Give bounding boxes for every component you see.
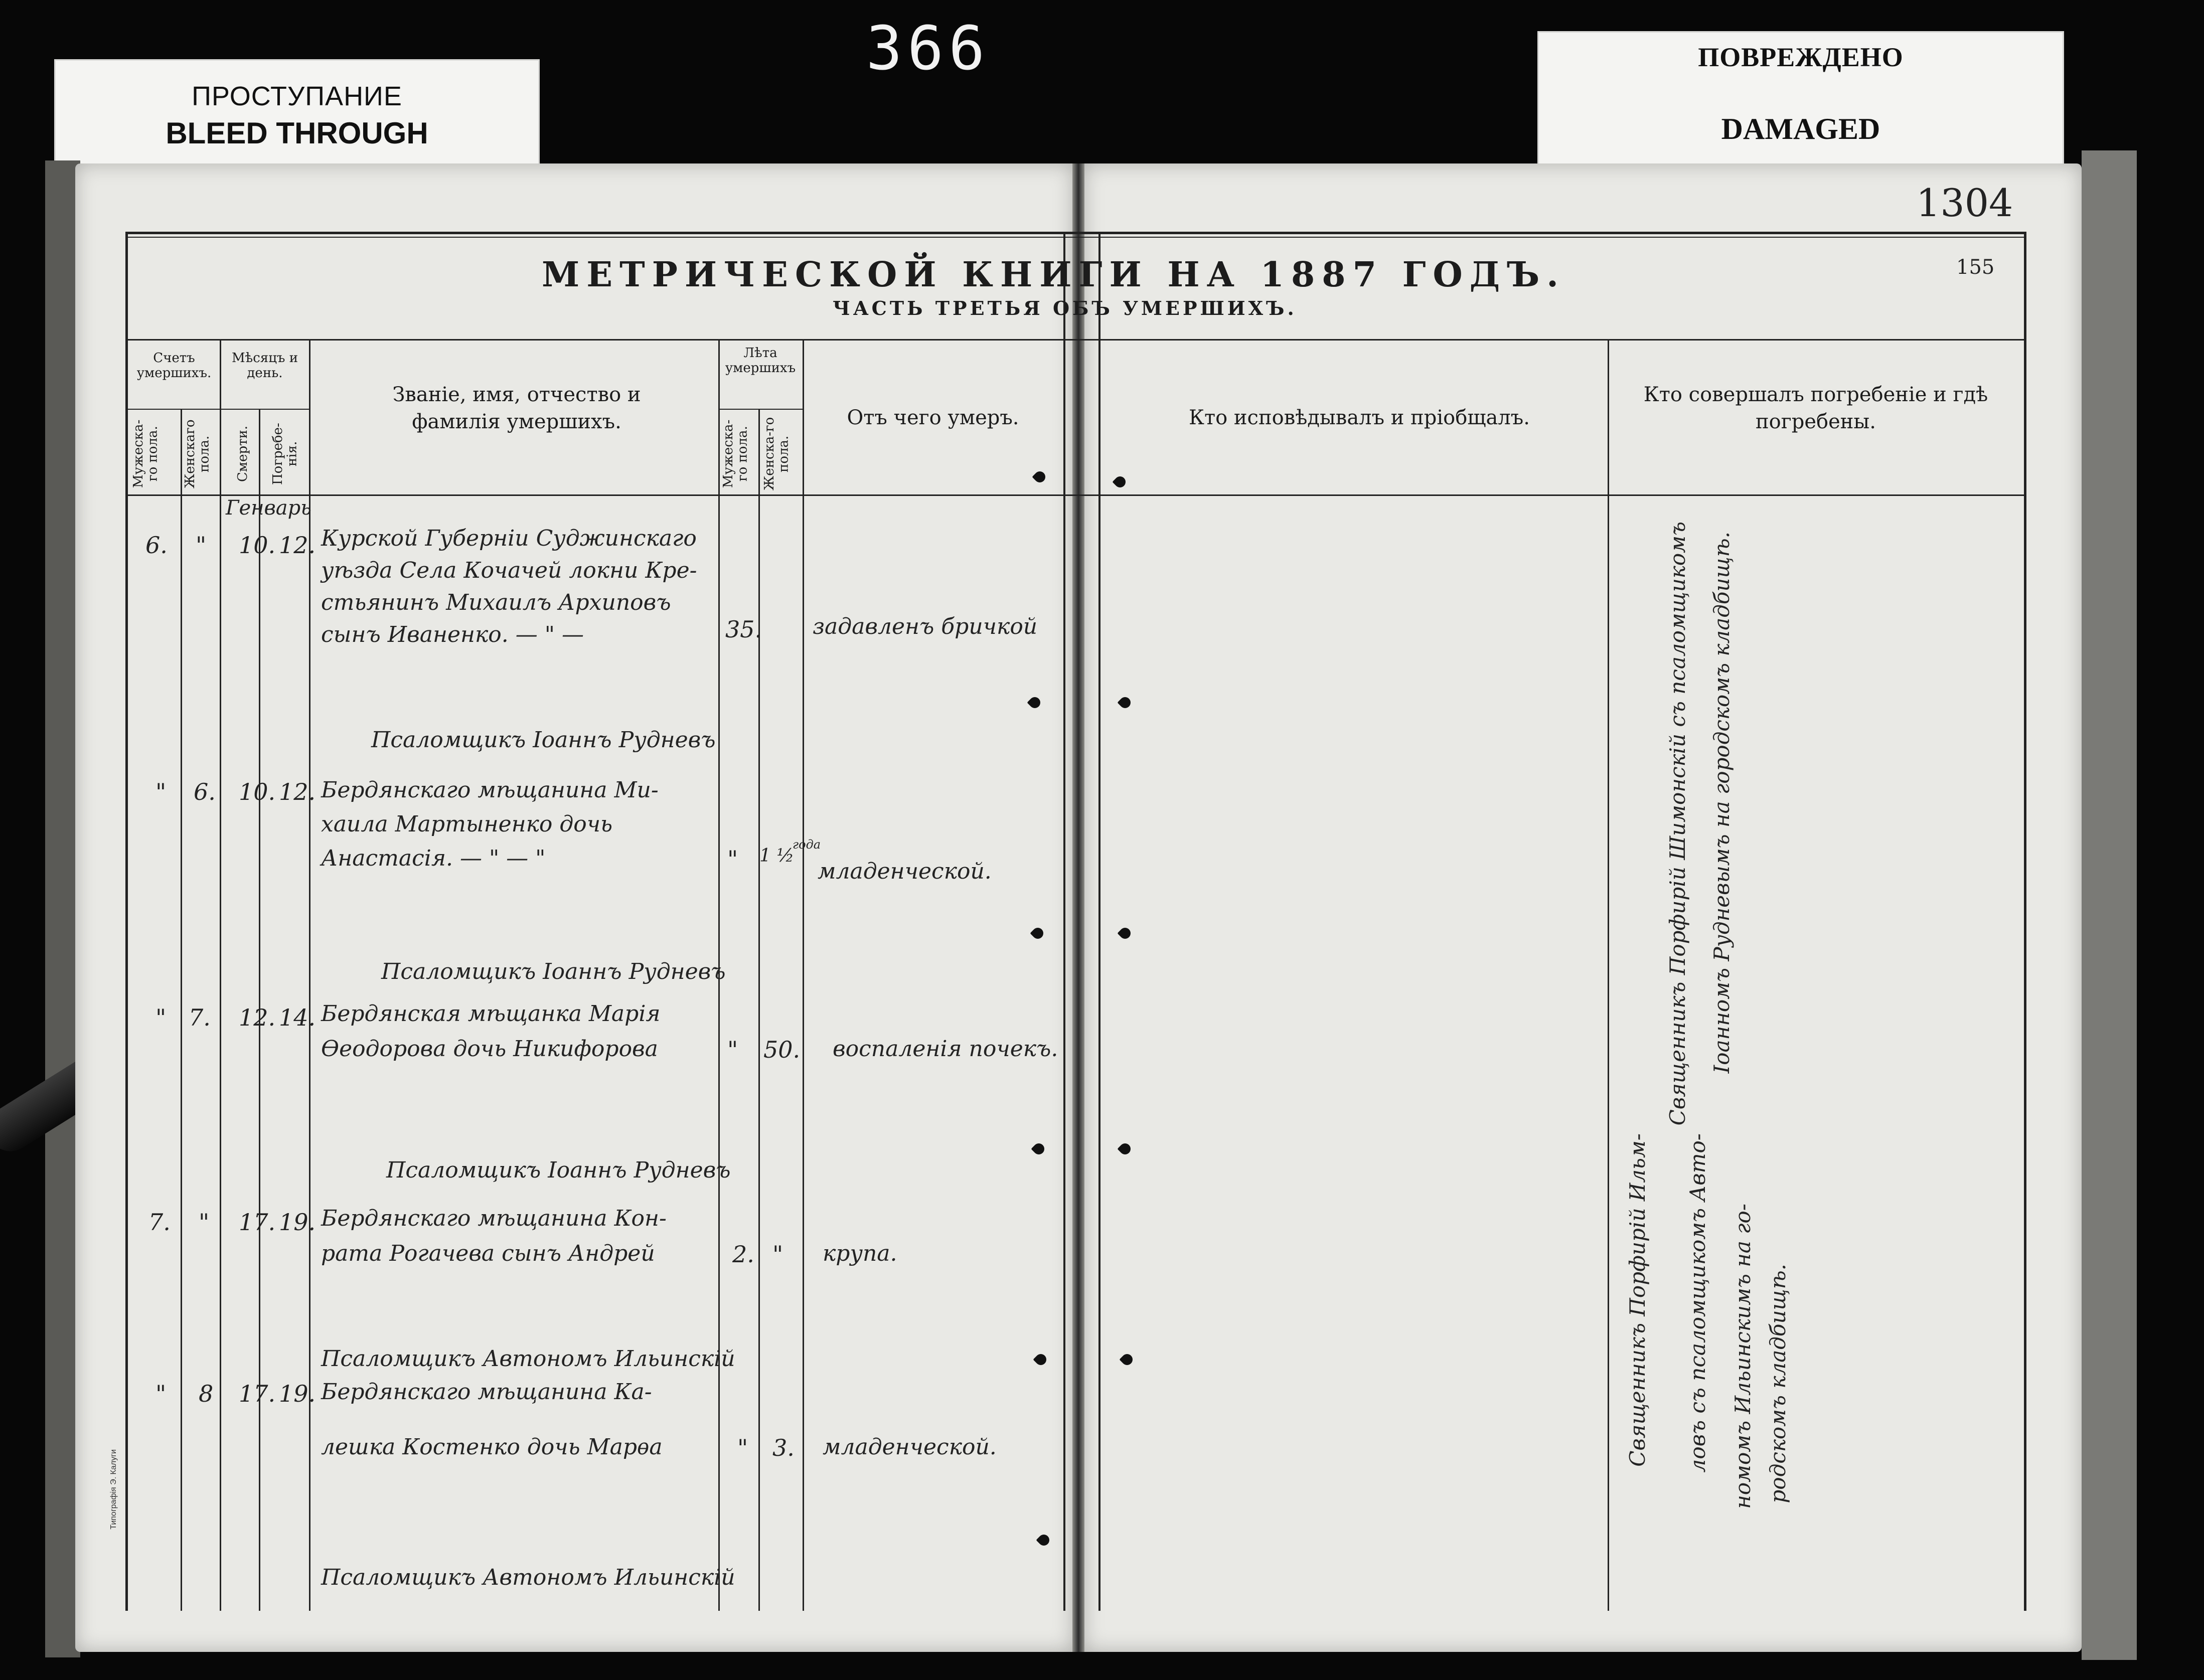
col-header-count-female: Женскаго пола. <box>183 419 212 488</box>
burial-line-2: Священникъ Порфирій Шимонскій съ псаломщикомъ <box>1665 522 1690 1126</box>
entry-2-name-line-1: Бердянскаго мѣщанина Ми- <box>321 777 659 803</box>
entry-2-name-line-3: Анастасія. — " — " <box>321 846 546 871</box>
entry-2-age-male: " <box>727 846 738 873</box>
bleed-through-label-en: BLEED THROUGH <box>166 116 428 150</box>
col-rule-count-end <box>220 339 221 1611</box>
col-rule-confessor-end <box>1608 339 1609 1611</box>
entry-3-age-male: " <box>727 1036 738 1063</box>
col-header-name: Званіе, имя, отчество и фамилія умершихъ. <box>392 383 641 433</box>
entry-5-age-male: " <box>737 1434 748 1461</box>
col-header-confessor: Кто исповѣдывалъ и пріобщалъ. <box>1189 406 1530 429</box>
entry-5-death-day: 17. <box>239 1380 276 1407</box>
printer-note: Типографія Э. Калуги <box>109 1449 118 1530</box>
book-edge-right <box>2082 150 2137 1660</box>
col-rule-count-split <box>181 409 182 1611</box>
entry-5-name-line-2: лешка Костенко дочь Марѳа <box>321 1434 663 1460</box>
age-subheader-rule <box>718 409 803 410</box>
entry-3-age-female: 50. <box>763 1036 801 1063</box>
entry-3-name-line-2: Өеодорова дочь Никифорова <box>321 1036 658 1062</box>
entry-5-age-female: 3. <box>772 1434 795 1461</box>
entry-4-name-line-1: Бердянскаго мѣщанина Кон- <box>321 1206 667 1231</box>
entry-1-burial-day: 12. <box>279 532 316 559</box>
damaged-label-en: DAMAGED <box>1721 112 1880 145</box>
bleed-through-label <box>54 59 540 179</box>
col-header-count: Счетъ умершихъ. <box>136 351 212 381</box>
book-spine <box>1072 163 1084 1652</box>
entry-4-female-no: " <box>199 1209 210 1236</box>
entry-1-name-line-4: сынъ Иваненко. — " — <box>321 622 584 647</box>
entry-2-cause-note: года <box>793 837 821 852</box>
entry-4-death-day: 17. <box>239 1209 276 1236</box>
entry-5-burial-day: 19. <box>279 1380 316 1407</box>
entry-2-death-day: 10. <box>239 778 276 805</box>
burial-line-1: Священникъ Порфирій Ильм- <box>1625 1133 1650 1467</box>
entry-2-name-line-2: хаила Мартыненко дочь <box>321 811 613 837</box>
entry-4-burial-day: 19. <box>279 1209 316 1236</box>
entry-2-female-no: 6. <box>194 778 216 805</box>
entry-1-death-day: 10. <box>239 532 276 559</box>
entry-4-male-no: 7. <box>148 1209 171 1236</box>
frame-top-rule-thin <box>125 237 2026 238</box>
col-header-count-male: Мужеска-го пола. <box>131 419 161 488</box>
burial-line-4: Іоанномъ Рудневымъ на городскомъ кладбищѣ. <box>1709 532 1734 1074</box>
entry-3-female-no: 7. <box>189 1004 211 1031</box>
entry-1-name-line-2: уѣзда Села Кочачей локни Кре- <box>321 558 697 583</box>
frame-number: 366 <box>866 14 990 84</box>
entry-1-name-line-3: стьянинъ Михаилъ Архиповъ <box>321 590 671 615</box>
entry-3-cause: воспаленія почекъ. <box>833 1036 1058 1062</box>
old-folio-number: 155 <box>1956 256 1995 279</box>
col-header-age-female: Женска-го пола. <box>762 417 792 491</box>
entry-5-name-line-1: Бердянскаго мѣщанина Ка- <box>321 1379 652 1405</box>
bleed-through-label-ru: ПРОСТУПАНИЕ <box>192 81 402 111</box>
entry-1-male-no: 6. <box>145 532 168 559</box>
register-subtitle: ЧАСТЬ ТРЕТЬЯ ОБЪ УМЕРШИХЪ. <box>833 297 1297 319</box>
entry-2-confessor: Псаломщикъ Іоаннъ Рудневъ <box>381 959 726 984</box>
entry-3-name-line-1: Бердянская мѣщанка Марія <box>321 1001 661 1027</box>
entry-3-burial-day: 14. <box>279 1004 316 1031</box>
entry-1-confessor: Псаломщикъ Іоаннъ Рудневъ <box>371 727 716 753</box>
entry-3-confessor: Псаломщикъ Іоаннъ Рудневъ <box>386 1157 731 1183</box>
entry-4-age-male: 2. <box>732 1241 754 1268</box>
frame-right-rule <box>2024 232 2026 1611</box>
col-header-death: Смерти. <box>235 425 250 482</box>
frame-middle-rule-right <box>1098 232 1100 1611</box>
col-rule-age-split <box>758 409 760 1611</box>
entry-3-death-day: 12. <box>239 1004 276 1031</box>
col-header-age-male: Мужеска-го пола. <box>721 419 750 488</box>
entry-1-cause: задавленъ бричкой <box>813 614 1038 639</box>
entry-2-age-female: 1 ½ <box>759 846 795 866</box>
damaged-label <box>1537 31 2064 175</box>
col-header-burial-by: Кто совершалъ погребеніе и гдѣ погребены. <box>1643 383 1988 433</box>
entry-4-name-line-2: рата Рогачева сынъ Андрей <box>321 1241 655 1266</box>
burial-line-3: ловъ съ псаломщикомъ Авто- <box>1685 1133 1710 1473</box>
col-header-month-day: Мѣсяцъ и день. <box>231 351 298 381</box>
entry-4-cause: крупа. <box>823 1241 897 1266</box>
entry-5-male-no: " <box>155 1380 167 1407</box>
burial-line-6: родскомъ кладбищѣ. <box>1766 1264 1790 1503</box>
entry-2-burial-day: 12. <box>279 778 316 805</box>
frame-top-rule <box>125 232 2026 234</box>
entry-5-female-no: 8 <box>199 1380 214 1407</box>
entry-3-male-no: " <box>155 1004 167 1031</box>
header-bottom-rule <box>125 494 2026 496</box>
col-header-cause: Отъ чего умеръ. <box>847 406 1019 429</box>
col-header-age: Лѣта умершихъ <box>725 346 796 376</box>
frame-left-rule <box>125 232 128 1611</box>
entry-1-female-no: " <box>196 532 207 559</box>
entry-5-confessor: Псаломщикъ Автономъ Ильинскій <box>321 1565 735 1590</box>
frame-middle-rule <box>1063 232 1065 1611</box>
damaged-label-ru: ПОВРЕЖДЕНО <box>1698 42 1904 72</box>
col-rule-age-end <box>803 339 804 1611</box>
folio-number: 1304 <box>1916 181 2013 225</box>
entry-4-confessor: Псаломщикъ Автономъ Ильинскій <box>321 1346 735 1372</box>
entry-2-cause: младенческой. <box>818 859 992 884</box>
count-day-subheader-rule <box>125 409 309 410</box>
col-rule-day-end <box>309 339 310 1611</box>
entry-1-name-line-1: Курской Губерніи Суджинскаго <box>321 526 697 551</box>
entry-1-age-male: 35. <box>725 616 762 643</box>
entry-5-cause: младенческой. <box>823 1434 997 1460</box>
burial-line-5: номомъ Ильинскимъ на го- <box>1730 1204 1755 1509</box>
entry-2-male-no: " <box>155 778 167 805</box>
col-header-burial: Погребе-нія. <box>270 423 300 485</box>
register-title: МЕТРИЧЕСКОЙ КНИГИ НА 1887 ГОДЪ. <box>542 255 1565 295</box>
entry-4-age-female: " <box>772 1241 783 1268</box>
month-note: Генварь <box>226 496 312 520</box>
header-top-rule <box>125 339 2026 341</box>
